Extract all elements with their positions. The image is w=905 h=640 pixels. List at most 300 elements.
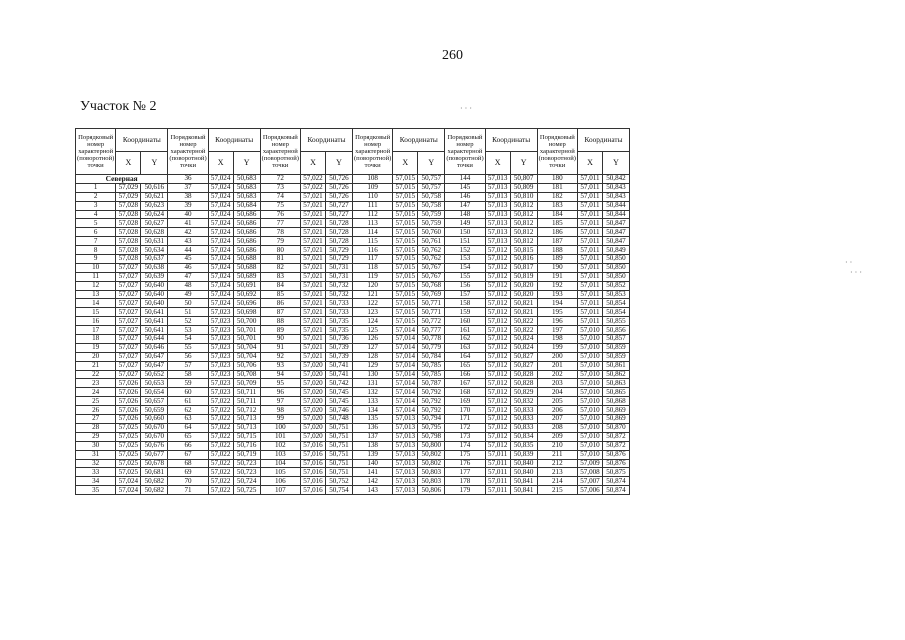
coord-y: 50,784 [418, 352, 445, 361]
coord-y: 50,863 [602, 379, 629, 388]
point-number: 97 [260, 397, 300, 406]
point-number: 96 [260, 388, 300, 397]
coord-y: 50,731 [325, 263, 352, 272]
point-number: 185 [537, 219, 577, 228]
coord-y: 50,628 [141, 228, 168, 237]
point-number: 168 [445, 388, 485, 397]
coord-x: 57,021 [300, 246, 325, 255]
coord-y: 50,854 [602, 299, 629, 308]
point-number: 203 [537, 379, 577, 388]
point-number: 78 [260, 228, 300, 237]
coord-y: 50,683 [233, 192, 260, 201]
coordinates-header: Координаты [300, 129, 352, 152]
coord-y: 50,706 [233, 361, 260, 370]
point-number: 130 [352, 370, 392, 379]
coord-x: 57,022 [208, 468, 233, 477]
point-number: 83 [260, 272, 300, 281]
x-header: X [577, 152, 602, 175]
coord-y: 50,819 [510, 272, 537, 281]
point-number: 19 [76, 343, 116, 352]
point-number: 87 [260, 308, 300, 317]
coord-x: 57,021 [300, 210, 325, 219]
coord-y: 50,758 [418, 192, 445, 201]
coord-y: 50,759 [418, 219, 445, 228]
coord-x: 57,008 [577, 468, 602, 477]
coord-y: 50,641 [141, 317, 168, 326]
coord-x: 57,010 [577, 432, 602, 441]
coord-x: 57,014 [393, 388, 418, 397]
coord-x: 57,021 [300, 281, 325, 290]
coord-y: 50,757 [418, 183, 445, 192]
coord-x: 57,025 [116, 423, 141, 432]
table-row [76, 441, 630, 450]
table-row [76, 290, 630, 299]
y-header: Y [602, 152, 629, 175]
coord-y: 50,653 [141, 379, 168, 388]
coord-x: 57,012 [485, 352, 510, 361]
coord-y: 50,787 [418, 379, 445, 388]
point-number: 215 [537, 486, 577, 495]
point-number: 105 [260, 468, 300, 477]
point-number: 74 [260, 192, 300, 201]
coord-x: 57,021 [300, 263, 325, 272]
point-number: 174 [445, 441, 485, 450]
coord-y: 50,751 [325, 432, 352, 441]
coord-y: 50,741 [325, 361, 352, 370]
coord-y: 50,712 [233, 406, 260, 415]
coord-y: 50,686 [233, 237, 260, 246]
point-number: 31 [76, 450, 116, 459]
table-row [76, 192, 630, 201]
coord-y: 50,833 [510, 415, 537, 424]
coord-x: 57,015 [393, 175, 418, 184]
point-number: 27 [76, 415, 116, 424]
x-header: X [300, 152, 325, 175]
coord-y: 50,761 [418, 237, 445, 246]
coord-x: 57,011 [577, 175, 602, 184]
coord-x: 57,015 [393, 228, 418, 237]
point-number: 161 [445, 326, 485, 335]
point-number: 66 [168, 441, 208, 450]
coord-x: 57,011 [577, 272, 602, 281]
coord-y: 50,835 [510, 441, 537, 450]
coord-x: 57,028 [116, 246, 141, 255]
point-number: 176 [445, 459, 485, 468]
table-row [76, 246, 630, 255]
coord-y: 50,724 [233, 477, 260, 486]
coord-x: 57,011 [485, 459, 510, 468]
point-number: 146 [445, 192, 485, 201]
coord-y: 50,850 [602, 255, 629, 264]
coord-y: 50,677 [141, 450, 168, 459]
point-number: 142 [352, 477, 392, 486]
coord-y: 50,652 [141, 370, 168, 379]
coord-x: 57,014 [393, 352, 418, 361]
coord-y: 50,739 [325, 343, 352, 352]
coord-x: 57,022 [208, 450, 233, 459]
point-number: 187 [537, 237, 577, 246]
point-number: 14 [76, 299, 116, 308]
point-number: 102 [260, 441, 300, 450]
point-number: 80 [260, 246, 300, 255]
point-number: 181 [537, 183, 577, 192]
point-number: 42 [168, 228, 208, 237]
point-number: 92 [260, 352, 300, 361]
point-number: 20 [76, 352, 116, 361]
coord-x: 57,026 [116, 379, 141, 388]
coord-x: 57,007 [577, 477, 602, 486]
coord-y: 50,634 [141, 246, 168, 255]
coord-x: 57,021 [300, 228, 325, 237]
table-row [76, 219, 630, 228]
point-number-header: Порядковый номер характерной (поворотной) точки [76, 129, 116, 175]
coord-x: 57,024 [208, 192, 233, 201]
coord-x: 57,028 [116, 201, 141, 210]
point-number: 70 [168, 477, 208, 486]
coord-y: 50,641 [141, 308, 168, 317]
coord-x: 57,021 [300, 352, 325, 361]
coord-y: 50,815 [510, 246, 537, 255]
coord-y: 50,822 [510, 326, 537, 335]
coord-x: 57,012 [485, 281, 510, 290]
point-number: 114 [352, 228, 392, 237]
coord-y: 50,751 [325, 450, 352, 459]
point-number: 163 [445, 343, 485, 352]
coord-x: 57,022 [208, 432, 233, 441]
coord-y: 50,794 [418, 415, 445, 424]
coord-x: 57,027 [116, 343, 141, 352]
coord-x: 57,021 [300, 192, 325, 201]
coord-y: 50,802 [418, 459, 445, 468]
coord-y: 50,704 [233, 343, 260, 352]
coord-x: 57,011 [577, 281, 602, 290]
coord-y: 50,647 [141, 361, 168, 370]
coord-y: 50,828 [510, 370, 537, 379]
point-number: 122 [352, 299, 392, 308]
table-row [76, 388, 630, 397]
coord-y: 50,728 [325, 219, 352, 228]
point-number: 34 [76, 477, 116, 486]
coord-x: 57,012 [485, 397, 510, 406]
coord-x: 57,020 [300, 397, 325, 406]
coord-y: 50,698 [233, 308, 260, 317]
coord-y: 50,839 [510, 450, 537, 459]
point-number: 206 [537, 406, 577, 415]
coord-y: 50,647 [141, 352, 168, 361]
coord-y: 50,660 [141, 415, 168, 424]
coord-x: 57,021 [300, 219, 325, 228]
point-number: 93 [260, 361, 300, 370]
point-number: 117 [352, 255, 392, 264]
coord-x: 57,010 [577, 352, 602, 361]
coord-x: 57,024 [208, 255, 233, 264]
point-number: 200 [537, 352, 577, 361]
x-header: X [485, 152, 510, 175]
coord-x: 57,023 [208, 388, 233, 397]
coord-x: 57,027 [116, 290, 141, 299]
coord-y: 50,792 [418, 397, 445, 406]
coord-x: 57,011 [577, 263, 602, 272]
coord-y: 50,637 [141, 255, 168, 264]
coord-x: 57,015 [393, 255, 418, 264]
table-row [76, 397, 630, 406]
coord-x: 57,010 [577, 343, 602, 352]
point-number: 113 [352, 219, 392, 228]
coord-y: 50,847 [602, 237, 629, 246]
coord-x: 57,024 [208, 299, 233, 308]
coord-y: 50,803 [418, 477, 445, 486]
coord-x: 57,026 [116, 397, 141, 406]
coord-x: 57,024 [208, 201, 233, 210]
coord-y: 50,739 [325, 352, 352, 361]
coord-y: 50,822 [510, 317, 537, 326]
coord-y: 50,701 [233, 335, 260, 344]
coord-y: 50,719 [233, 450, 260, 459]
point-number: 138 [352, 441, 392, 450]
coord-x: 57,024 [208, 263, 233, 272]
point-number: 165 [445, 361, 485, 370]
coord-y: 50,644 [141, 335, 168, 344]
coord-y: 50,713 [233, 415, 260, 424]
point-number: 68 [168, 459, 208, 468]
point-number: 175 [445, 450, 485, 459]
coord-x: 57,016 [300, 477, 325, 486]
coord-y: 50,686 [233, 228, 260, 237]
coord-y: 50,729 [325, 255, 352, 264]
coord-x: 57,011 [485, 486, 510, 495]
coord-x: 57,023 [208, 361, 233, 370]
coord-x: 57,012 [485, 415, 510, 424]
point-number: 198 [537, 335, 577, 344]
point-number: 207 [537, 415, 577, 424]
point-number: 179 [445, 486, 485, 495]
point-number: 124 [352, 317, 392, 326]
point-number-header: Порядковый номер характерной (поворотной) точки [260, 129, 300, 175]
coord-y: 50,713 [233, 423, 260, 432]
coord-y: 50,872 [602, 441, 629, 450]
point-number: 196 [537, 317, 577, 326]
coord-x: 57,012 [485, 335, 510, 344]
coord-x: 57,014 [393, 370, 418, 379]
point-number-header: Порядковый номер характерной (поворотной) точки [168, 129, 208, 175]
coord-x: 57,012 [485, 343, 510, 352]
point-number: 148 [445, 210, 485, 219]
boundary-label: Северная [76, 175, 168, 184]
coord-y: 50,682 [141, 477, 168, 486]
point-number: 209 [537, 432, 577, 441]
coord-x: 57,024 [208, 228, 233, 237]
coord-y: 50,657 [141, 397, 168, 406]
point-number: 150 [445, 228, 485, 237]
point-number: 121 [352, 290, 392, 299]
point-number: 144 [445, 175, 485, 184]
coord-x: 57,027 [116, 281, 141, 290]
point-number: 54 [168, 335, 208, 344]
coord-y: 50,762 [418, 255, 445, 264]
point-number: 90 [260, 335, 300, 344]
coord-y: 50,849 [602, 246, 629, 255]
coord-y: 50,841 [510, 486, 537, 495]
coord-y: 50,640 [141, 281, 168, 290]
coord-y: 50,735 [325, 317, 352, 326]
coord-y: 50,758 [418, 201, 445, 210]
coord-x: 57,011 [577, 255, 602, 264]
coord-y: 50,715 [233, 432, 260, 441]
point-number: 183 [537, 201, 577, 210]
coord-x: 57,012 [485, 370, 510, 379]
point-number: 116 [352, 246, 392, 255]
coordinates-header: Координаты [208, 129, 260, 152]
coord-y: 50,833 [510, 406, 537, 415]
coord-x: 57,013 [393, 423, 418, 432]
coord-x: 57,011 [577, 183, 602, 192]
coord-y: 50,639 [141, 272, 168, 281]
coord-x: 57,028 [116, 255, 141, 264]
coord-x: 57,016 [300, 459, 325, 468]
coord-y: 50,683 [233, 183, 260, 192]
point-number: 73 [260, 183, 300, 192]
coord-x: 57,014 [393, 397, 418, 406]
point-number: 53 [168, 326, 208, 335]
coord-x: 57,022 [208, 477, 233, 486]
coord-y: 50,726 [325, 175, 352, 184]
point-number: 193 [537, 290, 577, 299]
coord-x: 57,015 [393, 237, 418, 246]
table-row [76, 175, 630, 184]
coord-x: 57,023 [208, 317, 233, 326]
coord-x: 57,012 [485, 432, 510, 441]
coord-x: 57,012 [485, 361, 510, 370]
coord-x: 57,024 [208, 272, 233, 281]
coord-x: 57,013 [393, 450, 418, 459]
point-number: 180 [537, 175, 577, 184]
point-number: 191 [537, 272, 577, 281]
table-row [76, 317, 630, 326]
point-number: 192 [537, 281, 577, 290]
coord-x: 57,021 [300, 272, 325, 281]
coord-x: 57,011 [577, 308, 602, 317]
point-number: 141 [352, 468, 392, 477]
coord-y: 50,844 [602, 210, 629, 219]
coord-y: 50,810 [510, 192, 537, 201]
coord-y: 50,704 [233, 352, 260, 361]
coord-y: 50,795 [418, 423, 445, 432]
coord-y: 50,688 [233, 255, 260, 264]
point-number: 167 [445, 379, 485, 388]
coord-x: 57,015 [393, 272, 418, 281]
coord-y: 50,646 [141, 343, 168, 352]
point-number: 71 [168, 486, 208, 495]
coord-y: 50,876 [602, 450, 629, 459]
coord-y: 50,751 [325, 441, 352, 450]
point-number: 60 [168, 388, 208, 397]
coord-x: 57,011 [577, 290, 602, 299]
point-number: 153 [445, 255, 485, 264]
coord-y: 50,861 [602, 361, 629, 370]
coord-y: 50,688 [233, 263, 260, 272]
point-number: 178 [445, 477, 485, 486]
coord-x: 57,021 [300, 317, 325, 326]
coord-x: 57,022 [208, 415, 233, 424]
point-number: 214 [537, 477, 577, 486]
point-number: 85 [260, 290, 300, 299]
point-number: 88 [260, 317, 300, 326]
point-number: 75 [260, 201, 300, 210]
coord-y: 50,859 [602, 343, 629, 352]
point-number: 134 [352, 406, 392, 415]
coord-y: 50,736 [325, 335, 352, 344]
point-number: 12 [76, 281, 116, 290]
point-number: 133 [352, 397, 392, 406]
point-number: 59 [168, 379, 208, 388]
point-number: 69 [168, 468, 208, 477]
coord-x: 57,023 [208, 379, 233, 388]
coord-x: 57,020 [300, 361, 325, 370]
point-number: 16 [76, 317, 116, 326]
point-number: 208 [537, 423, 577, 432]
coord-y: 50,624 [141, 210, 168, 219]
coord-y: 50,767 [418, 263, 445, 272]
point-number: 58 [168, 370, 208, 379]
coord-x: 57,020 [300, 432, 325, 441]
table-row [76, 468, 630, 477]
coord-y: 50,732 [325, 281, 352, 290]
coord-y: 50,785 [418, 361, 445, 370]
coord-x: 57,022 [300, 175, 325, 184]
coord-x: 57,015 [393, 183, 418, 192]
point-number: 48 [168, 281, 208, 290]
point-number: 26 [76, 406, 116, 415]
coord-y: 50,732 [325, 290, 352, 299]
point-number: 40 [168, 210, 208, 219]
coord-y: 50,847 [602, 228, 629, 237]
coord-y: 50,745 [325, 397, 352, 406]
point-number: 129 [352, 361, 392, 370]
point-number: 158 [445, 299, 485, 308]
coord-y: 50,638 [141, 263, 168, 272]
point-number: 28 [76, 423, 116, 432]
coord-x: 57,025 [116, 450, 141, 459]
point-number: 136 [352, 423, 392, 432]
coord-x: 57,028 [116, 210, 141, 219]
table-row [76, 486, 630, 495]
point-number: 95 [260, 379, 300, 388]
coord-x: 57,022 [208, 441, 233, 450]
coordinates-header: Координаты [116, 129, 168, 152]
coord-x: 57,024 [208, 183, 233, 192]
coord-y: 50,778 [418, 335, 445, 344]
coord-x: 57,023 [208, 308, 233, 317]
coord-y: 50,824 [510, 335, 537, 344]
coord-x: 57,022 [300, 183, 325, 192]
table-row [76, 263, 630, 272]
coord-x: 57,023 [208, 326, 233, 335]
coord-y: 50,728 [325, 237, 352, 246]
point-number: 57 [168, 361, 208, 370]
point-number: 101 [260, 432, 300, 441]
coord-y: 50,742 [325, 379, 352, 388]
point-number: 63 [168, 415, 208, 424]
coord-x: 57,028 [116, 237, 141, 246]
coord-y: 50,751 [325, 459, 352, 468]
coord-y: 50,692 [233, 290, 260, 299]
coord-x: 57,023 [208, 343, 233, 352]
coord-y: 50,876 [602, 459, 629, 468]
coord-y: 50,725 [233, 486, 260, 495]
point-number: 17 [76, 326, 116, 335]
coord-y: 50,751 [325, 423, 352, 432]
coord-x: 57,028 [116, 228, 141, 237]
